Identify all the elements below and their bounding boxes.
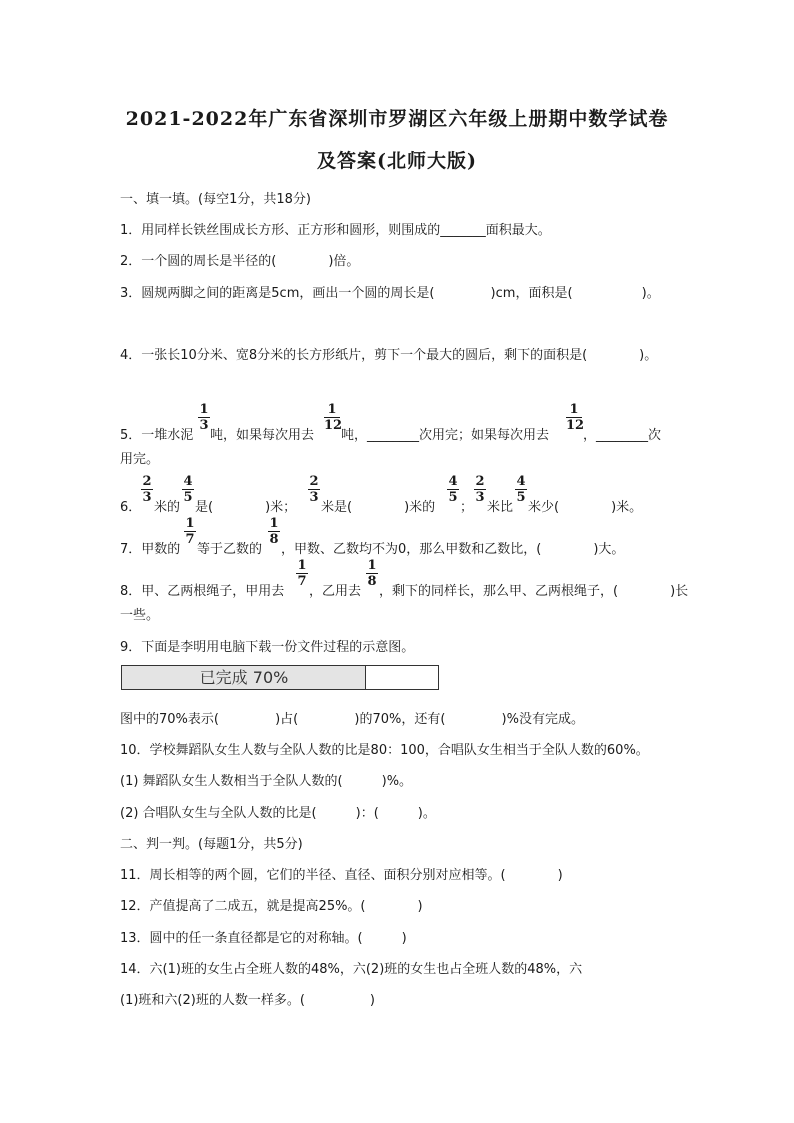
- question-4: 4．一张长10分米、宽8分米的长方形纸片，剪下一个最大的圆后，剩下的面积是( )。: [120, 348, 658, 363]
- question-12: 12．产值提高了二成五，就是提高25%。( ): [120, 899, 423, 914]
- question-13: 13．圆中的任一条直径都是它的对称轴。( ): [120, 931, 407, 946]
- q5-text-e: 用完。: [120, 452, 160, 467]
- question-3: 3．圆规两脚之间的距离是5cm，画出一个圆的周长是( )cm，面积是( )。: [120, 286, 660, 301]
- q8-fraction-1: 1 7: [297, 558, 307, 589]
- q6-text-d: 米是( )米的: [321, 500, 436, 515]
- q8-text-a: 8．甲、乙两根绳子，甲用去: [120, 584, 285, 599]
- question-11: 11．周长相等的两个圆，它们的半径、直径、面积分别对应相等。( ): [120, 868, 563, 883]
- q6-fraction-2: 4 5: [183, 474, 193, 505]
- q8-fraction-2: 1 8: [367, 558, 377, 589]
- question-10-part-2: (2) 合唱队女生与全队人数的比是( )：( )。: [120, 806, 436, 821]
- q5-fraction-2: 1 12: [324, 402, 343, 433]
- q8-text-b: ，乙用去: [309, 584, 362, 599]
- q6-text-b: 米的: [154, 500, 181, 515]
- download-progress-bar: [121, 665, 439, 690]
- q5-fraction-1: 1 3: [199, 402, 209, 433]
- q7-text-c: ，甲数、乙数均不为0，那么甲数和乙数比，( )大。: [281, 542, 625, 557]
- q6-fraction-4: 4 5: [448, 474, 458, 505]
- q5-text-a: 5．一堆水泥: [120, 428, 194, 443]
- section1-heading: 一、填一填。(每空1分，共18分): [120, 192, 311, 207]
- question-9: 9．下面是李明用电脑下载一份文件过程的示意图。: [120, 640, 415, 655]
- q7-text-a: 7．甲数的: [120, 542, 181, 557]
- q6-fraction-6: 4 5: [516, 474, 526, 505]
- download-progress-label: 已完成 70%: [199, 668, 289, 687]
- q5-fraction-3: 1 12: [566, 402, 585, 433]
- q7-text-b: 等于乙数的: [197, 542, 263, 557]
- q5-text-d: ，________次: [583, 428, 662, 443]
- q6-text-g: 米比: [487, 500, 514, 515]
- page-subtitle: 及答案(北师大版): [317, 150, 477, 172]
- q5-text-b: 吨，如果每次用去: [210, 428, 315, 443]
- page-title: 2021-2022年广东省深圳市罗湖区六年级上册期中数学试卷: [125, 108, 669, 130]
- q6-text-a: 6．: [120, 500, 142, 515]
- q7-fraction-2: 1 8: [269, 516, 279, 547]
- question-9-blanks: 图中的70%表示( )占( )的70%，还有( )%没有完成。: [120, 712, 584, 727]
- question-10-part-1: (1) 舞蹈队女生人数相当于全队人数的( )%。: [120, 774, 413, 789]
- q5-text-c: 吨，________次用完；如果每次用去: [341, 428, 550, 443]
- question-14-line-1: 14．六(1)班的女生占全班人数的48%，六(2)班的女生也占全班人数的48%，六: [120, 962, 583, 977]
- q6-text-c: 是( )米；: [195, 500, 297, 515]
- question-2: 2．一个圆的周长是半径的( )倍。: [120, 254, 360, 269]
- question-10: 10．学校舞蹈队女生人数与全队人数的比是80：100，合唱队女生相当于全队人数的60%。: [120, 743, 649, 758]
- q6-text-h: 米少( )米。: [528, 500, 643, 515]
- question-1: 1．用同样长铁丝围成长方形、正方形和圆形，则围成的_______面积最大。: [120, 223, 551, 238]
- section2-heading: 二、判一判。(每题1分，共5分): [120, 837, 303, 852]
- q6-fraction-3: 2 3: [309, 474, 319, 505]
- q6-fraction-1: 2 3: [142, 474, 152, 505]
- question-14-line-2: (1)班和六(2)班的人数一样多。( ): [120, 993, 375, 1008]
- q8-text-c: ，剩下的同样长，那么甲、乙两根绳子，( )长: [379, 584, 689, 599]
- q6-text-e: ；: [460, 500, 474, 515]
- q6-fraction-5: 2 3: [475, 474, 485, 505]
- q8-text-d: 一些。: [120, 608, 160, 623]
- q7-fraction-1: 1 7: [185, 516, 195, 547]
